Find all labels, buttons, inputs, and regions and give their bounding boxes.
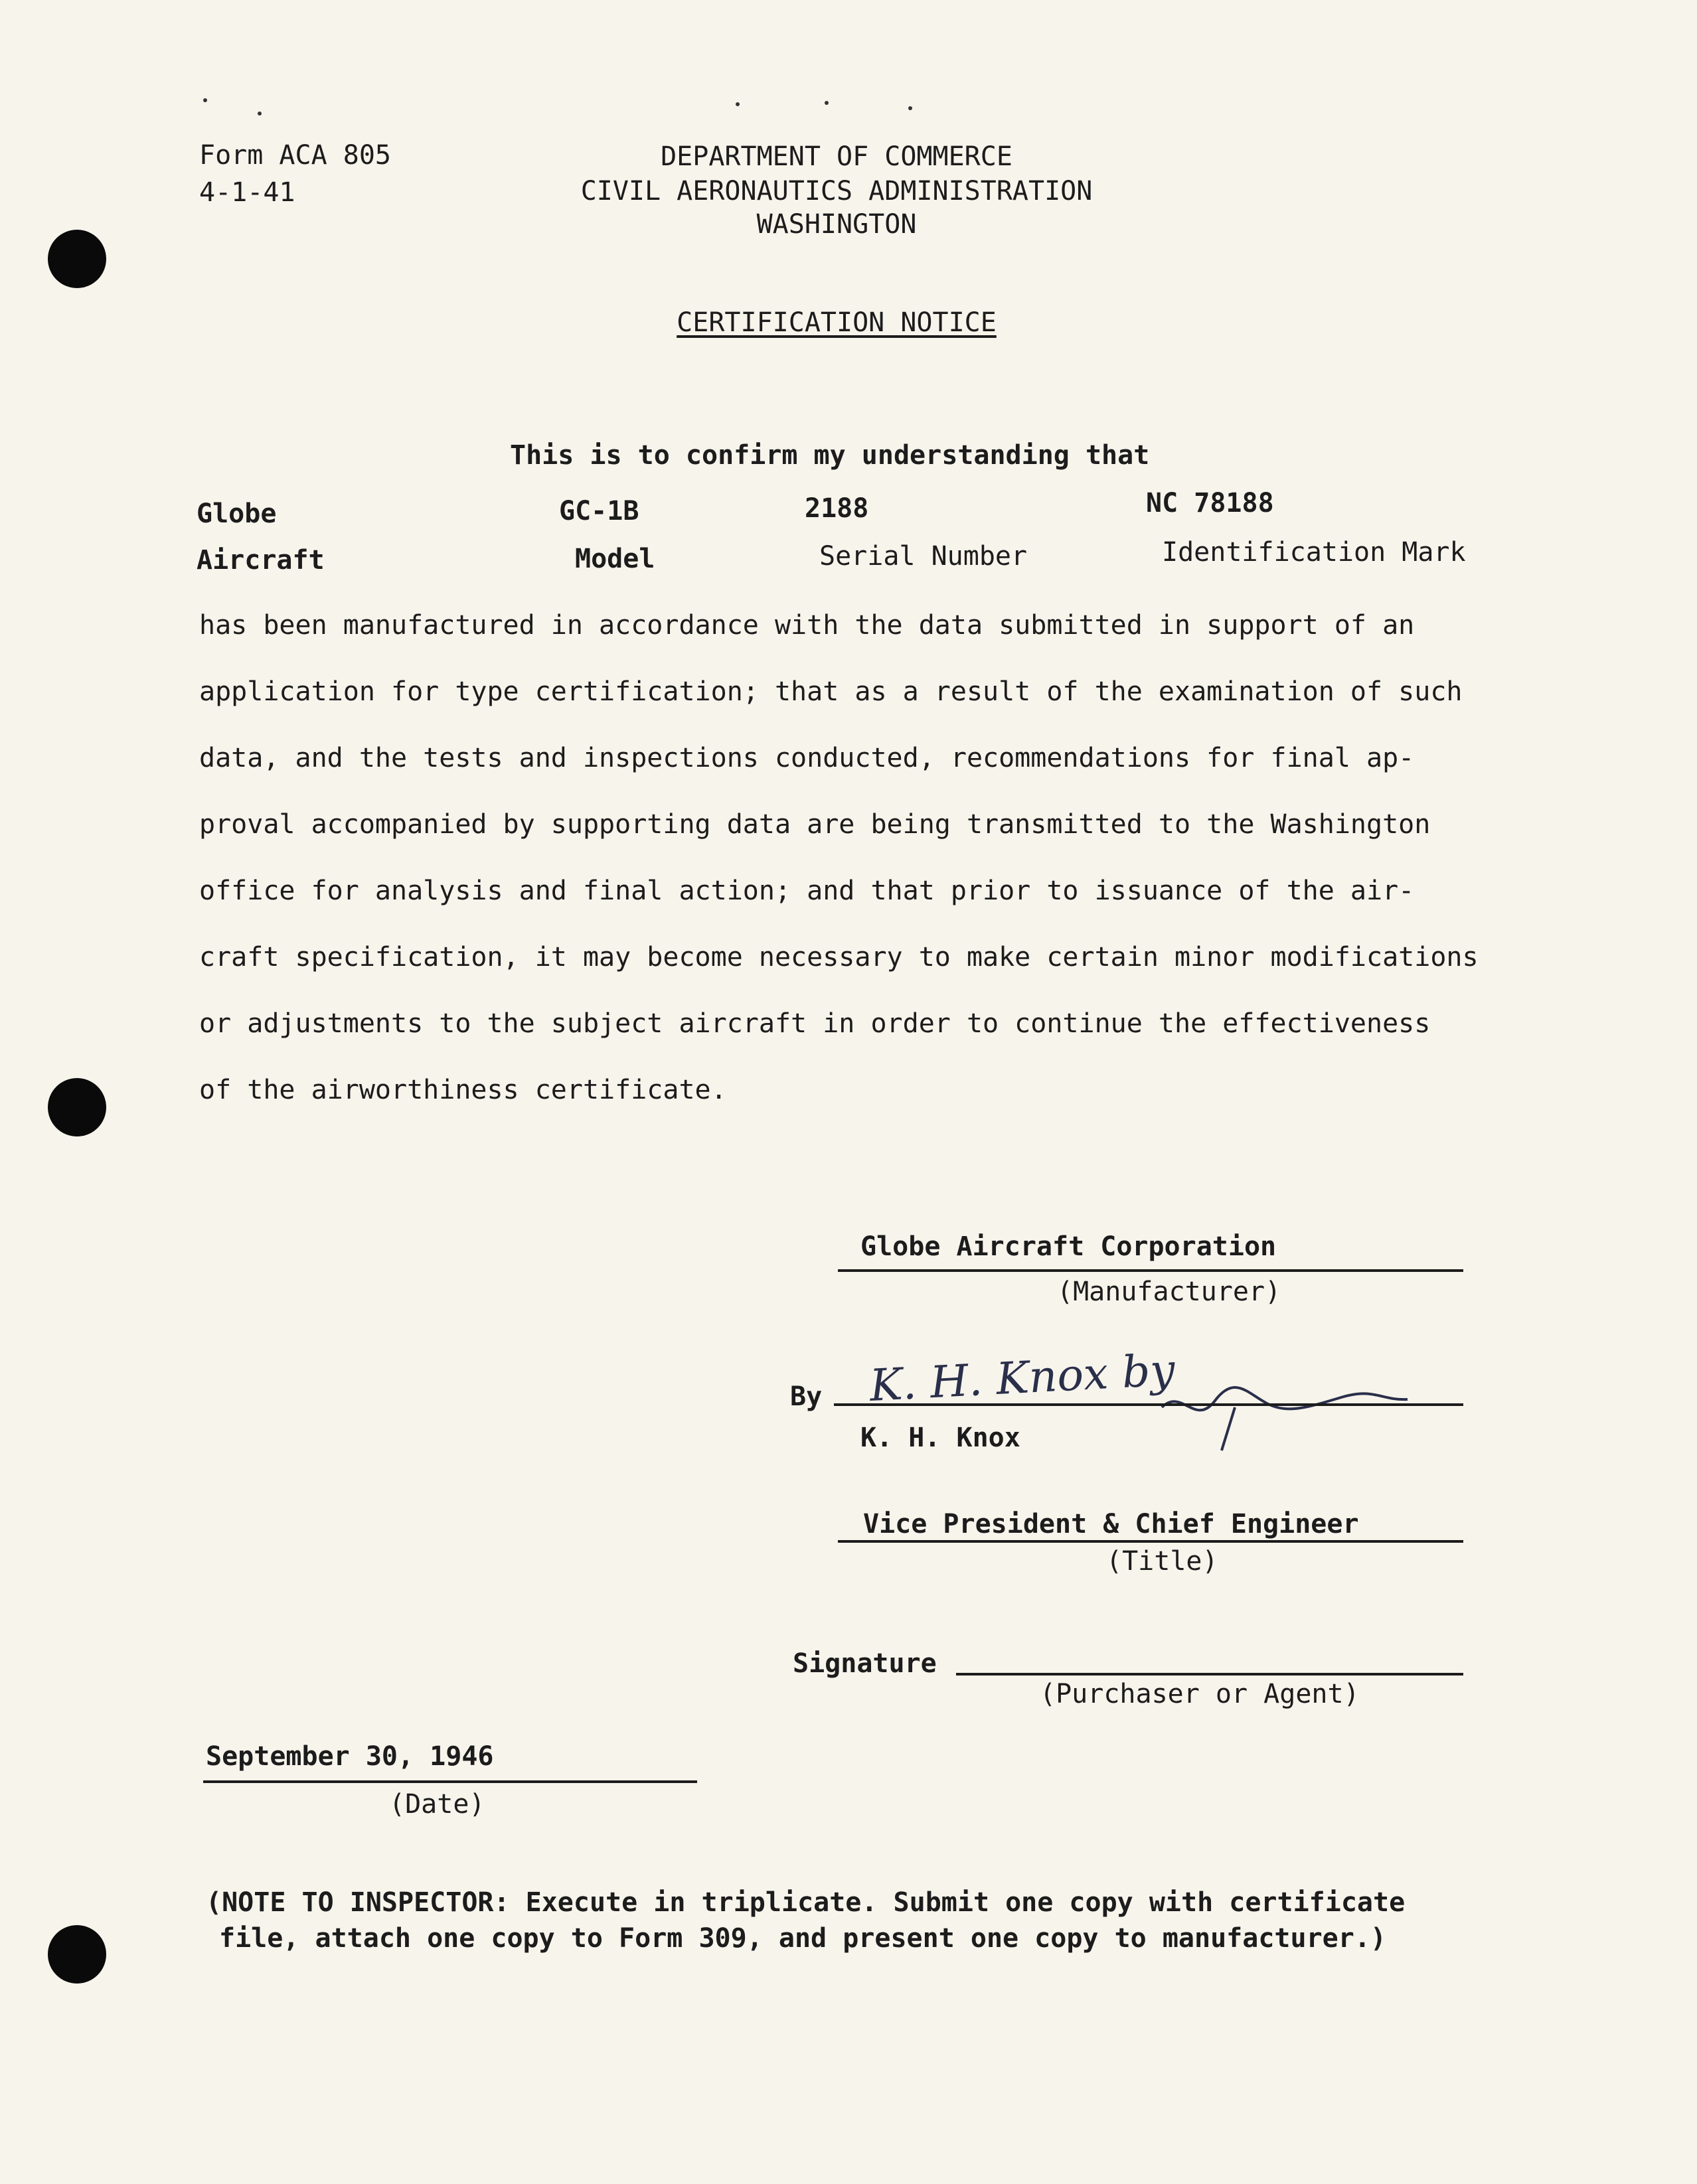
officer-title-label: (Title)	[1106, 1546, 1218, 1577]
intro-text: This is to confirm my understanding that	[510, 440, 1150, 471]
date-label: (Date)	[389, 1789, 485, 1820]
punch-hole-bottom	[48, 1925, 106, 1984]
by-rule	[834, 1403, 1463, 1406]
aircraft-ident-label: Identification Mark	[1162, 537, 1466, 568]
body-line-6: craft specification, it may become necessary to make certain minor modifications	[199, 942, 1479, 973]
body-line-2: application for type certification; that as a result of the examination of such	[199, 676, 1463, 707]
body-line-1: has been manufactured in accordance with the data submitted in support of an	[199, 610, 1415, 641]
document-date: September 30, 1946	[206, 1741, 494, 1772]
aircraft-name-label: Aircraft	[197, 545, 325, 576]
inspector-note-line-2: file, attach one copy to Form 309, and present one copy to manufacturer.)	[219, 1923, 1386, 1954]
speck	[825, 101, 829, 105]
aircraft-name-value: Globe	[197, 499, 277, 529]
manufacturer-value: Globe Aircraft Corporation	[860, 1231, 1277, 1262]
body-line-4: proval accompanied by supporting data are being transmitted to the Washington	[199, 809, 1431, 840]
form-number: Form ACA 805	[199, 140, 391, 171]
inspector-note-line-1: (NOTE TO INSPECTOR: Execute in triplicate. Submit one copy with certificate	[206, 1887, 1406, 1918]
purchaser-signature-rule[interactable]	[956, 1673, 1463, 1676]
speck	[736, 102, 740, 106]
body-line-3: data, and the tests and inspections conducted, recommendations for final ap-	[199, 743, 1415, 773]
agency-line-2: CIVIL AERONAUTICS ADMINISTRATION	[580, 176, 1093, 206]
aircraft-serial-value: 2188	[805, 493, 869, 524]
manufacturer-rule	[838, 1269, 1463, 1272]
aircraft-model-label: Model	[575, 544, 655, 574]
body-line-7: or adjustments to the subject aircraft in order to continue the effectiveness	[199, 1008, 1431, 1039]
officer-title-rule	[838, 1540, 1463, 1543]
body-line-5: office for analysis and final action; and that prior to issuance of the air-	[199, 876, 1415, 906]
aircraft-serial-label: Serial Number	[819, 541, 1028, 572]
by-label: By	[790, 1381, 823, 1412]
printed-name: K. H. Knox	[860, 1423, 1020, 1453]
signature-script: K. H. Knox by	[868, 1344, 1176, 1411]
speck	[258, 112, 262, 116]
officer-title-value: Vice President & Chief Engineer	[863, 1509, 1359, 1539]
form-date: 4-1-41	[199, 177, 295, 208]
speck	[908, 106, 912, 110]
aircraft-ident-value: NC 78188	[1146, 488, 1274, 518]
agency-line-1: DEPARTMENT OF COMMERCE	[661, 141, 1012, 172]
purchaser-signature-label: Signature	[793, 1648, 937, 1679]
purchaser-signature-caption: (Purchaser or Agent)	[1040, 1679, 1360, 1709]
punch-hole-top	[48, 230, 106, 288]
speck	[203, 98, 207, 102]
aircraft-model-value: GC-1B	[559, 496, 639, 526]
signature-flourish-icon	[1155, 1367, 1414, 1454]
manufacturer-label: (Manufacturer)	[1057, 1277, 1281, 1307]
page-title: CERTIFICATION NOTICE	[677, 307, 997, 338]
punch-hole-middle	[48, 1078, 106, 1136]
agency-line-3: WASHINGTON	[756, 209, 917, 240]
date-rule	[203, 1780, 697, 1783]
body-line-8: of the airworthiness certificate.	[199, 1075, 727, 1105]
